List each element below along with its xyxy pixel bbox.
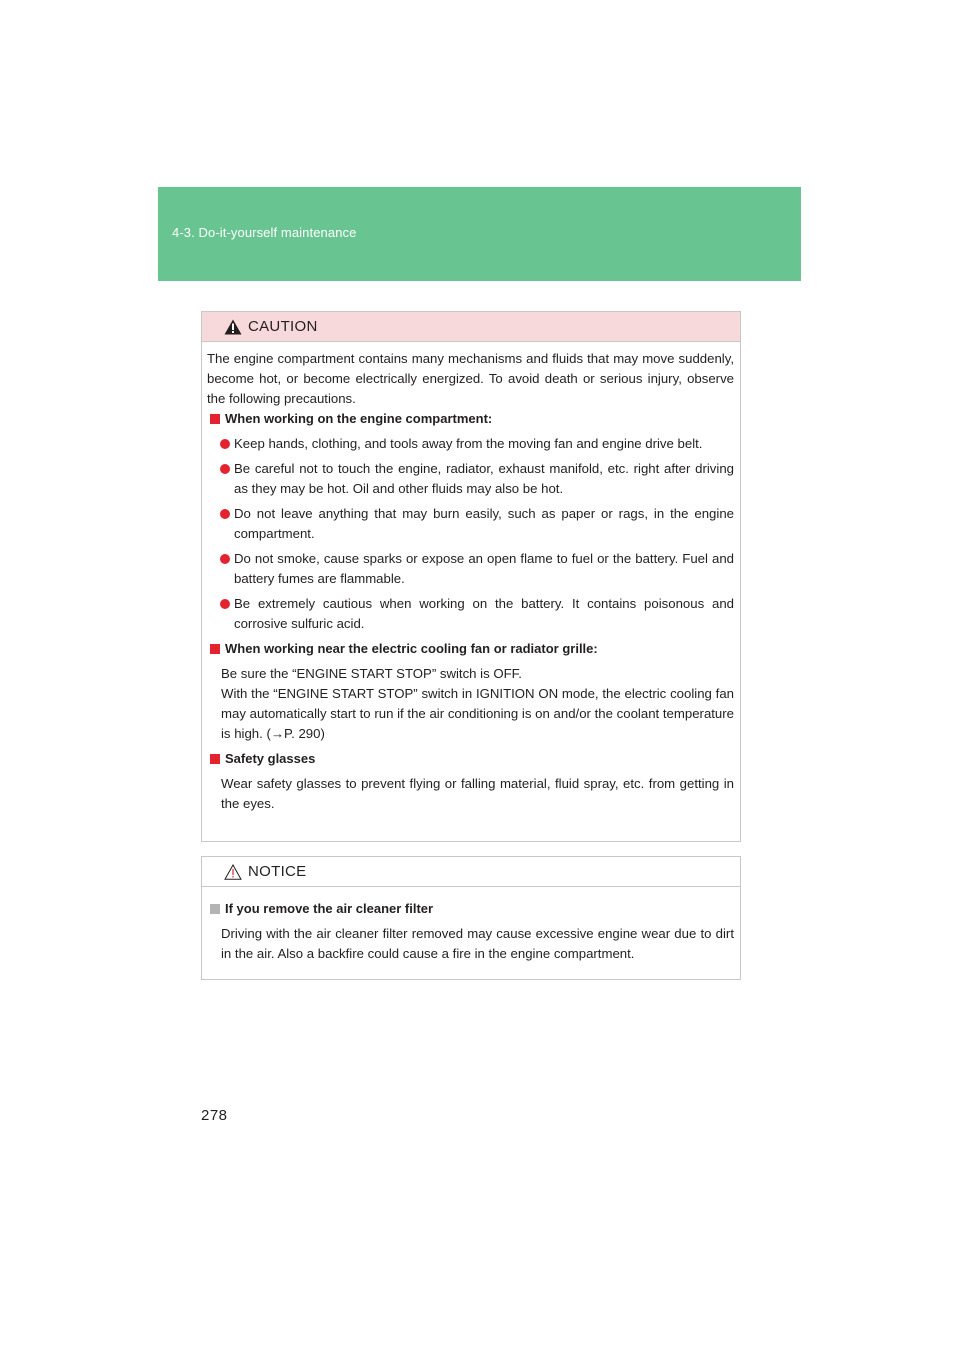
section-header-band — [158, 187, 801, 281]
caution-box — [201, 311, 741, 842]
red-bullet-icon — [220, 439, 230, 449]
notice-heading-text: If you remove the air cleaner filter — [225, 901, 434, 916]
notice-heading — [207, 899, 734, 919]
red-square-marker-icon — [210, 644, 220, 654]
bullet-text: Do not leave anything that may burn easily, such as paper or rags, in the engine compartment. — [234, 506, 734, 541]
red-bullet-icon — [220, 464, 230, 474]
section-heading-engine-compartment — [207, 409, 734, 429]
caution-intro: The engine compartment contains many mechanisms and fluids that may move suddenly, become hot, or become electrically energized. To avoid death or serious injury, observe the following precautions. — [207, 351, 734, 406]
red-bullet-icon — [220, 554, 230, 564]
gray-square-marker-icon — [210, 904, 220, 914]
caution-title: CAUTION — [248, 318, 318, 335]
cooling-fan-line-1: Be sure the “ENGINE START STOP” switch is OFF. — [221, 666, 522, 681]
notice-header — [202, 857, 740, 887]
section-label: 4-3. Do-it-yourself maintenance — [172, 225, 357, 240]
warning-triangle-filled-icon — [224, 319, 242, 335]
warning-triangle-outline-icon — [224, 864, 242, 880]
bullet-item — [207, 549, 734, 589]
red-square-marker-icon — [210, 754, 220, 764]
bullet-text: Be extremely cautious when working on the battery. It contains poisonous and corrosive sulfuric acid. — [234, 596, 734, 631]
bullet-text: Keep hands, clothing, and tools away from the moving fan and engine drive belt. — [234, 436, 703, 451]
section-heading-text: When working on the engine compartment: — [225, 411, 493, 426]
bullet-text: Do not smoke, cause sparks or expose an open flame to fuel or the battery. Fuel and battery fumes are flammable. — [234, 551, 734, 586]
cooling-fan-text — [207, 664, 734, 744]
bullet-item — [207, 459, 734, 499]
red-bullet-icon — [220, 599, 230, 609]
notice-text: Driving with the air cleaner filter removed may cause excessive engine wear due to dirt in the air. Also a backfire could cause a fire in the engine compartment. — [221, 926, 734, 961]
section-heading-text: Safety glasses — [225, 751, 316, 766]
caution-header — [202, 312, 740, 342]
cooling-fan-line-2: With the “ENGINE START STOP” switch in IGNITION ON mode, the electric cooling fan may automatically start to run if the air conditioning is on and/or the coolant temperature is high. (→P. 290) — [221, 686, 734, 741]
section-heading-text: When working near the electric cooling fan or radiator grille: — [225, 641, 598, 656]
bullet-item — [207, 504, 734, 544]
bullet-item — [207, 594, 734, 634]
red-square-marker-icon — [210, 414, 220, 424]
notice-title: NOTICE — [248, 863, 307, 880]
bullet-text: Be careful not to touch the engine, radiator, exhaust manifold, etc. right after driving as they may be hot. Oil and other fluids may also be hot. — [234, 461, 734, 496]
red-bullet-icon — [220, 509, 230, 519]
section-heading-safety-glasses — [207, 749, 734, 769]
section-heading-cooling-fan — [207, 639, 734, 659]
notice-body — [202, 887, 740, 964]
safety-glasses-text: Wear safety glasses to prevent flying or falling material, fluid spray, etc. from getting in the eyes. — [221, 776, 734, 811]
page-number: 278 — [201, 1107, 228, 1124]
notice-box — [201, 856, 741, 980]
bullet-item — [207, 434, 734, 454]
caution-body — [202, 342, 740, 814]
